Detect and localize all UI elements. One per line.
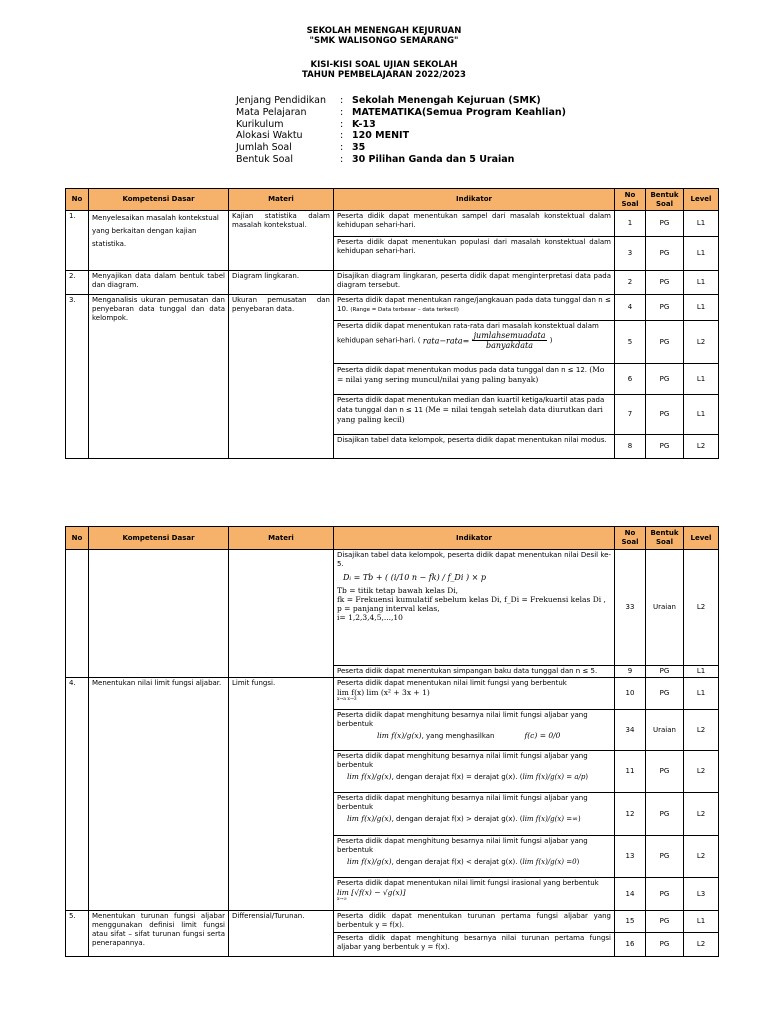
mean-formula [422, 331, 550, 350]
indikator-text [334, 364, 615, 395]
kd-text: Menentukan turunan fungsi aljabar menggunakan definisi limit fungsi atau sifat – sifat turunan fungsi serta penerapannya. [89, 911, 229, 957]
level: L2 [684, 321, 719, 364]
kd-no: 2. [66, 271, 89, 295]
kd-text-empty [89, 550, 229, 678]
col-no: No [66, 527, 89, 550]
meta-row [236, 154, 566, 166]
bentuk-soal: PG [646, 911, 684, 933]
meta-value: MATEMATIKA(Semua Program Keahlian) [352, 106, 566, 118]
meta-row [236, 95, 566, 107]
level: L1 [684, 295, 719, 321]
bentuk-soal: Uraian [646, 550, 684, 666]
table-row [66, 271, 719, 295]
bentuk-soal: PG [646, 678, 684, 710]
bentuk-soal: PG [646, 836, 684, 878]
formula-lhs: rata−rata= [422, 336, 470, 345]
bentuk-soal: PG [646, 666, 684, 678]
indikator-mid: , dengan derajat f(x) < derajat g(x). ( [391, 858, 523, 866]
kisi-table-2 [65, 526, 719, 957]
meta-colon: : [340, 142, 344, 154]
kd-no-empty [66, 550, 89, 678]
bentuk-soal: PG [646, 211, 684, 237]
indikator-main: Peserta didik dapat menentukan range/jangkauan pada data tunggal dan n ≤ 10. [337, 296, 611, 313]
indikator-main: Peserta didik dapat menentukan rata-rata dari masalah konstektual dalam kehidupan sehari-hari. ( [337, 322, 599, 345]
level: L1 [684, 395, 719, 435]
indikator-main: Peserta didik dapat menentukan modus pada data tunggal dan n ≤ 12. [337, 366, 588, 374]
meta-key: Kurikulum [236, 118, 284, 130]
indikator-text [334, 710, 615, 751]
indikator-text: Peserta didik dapat menentukan turunan pertama fungsi aljabar yang berbentuk y = f(x). [334, 911, 615, 933]
bentuk-soal: PG [646, 395, 684, 435]
bentuk-soal: Uraian [646, 710, 684, 751]
no-soal: 7 [615, 395, 646, 435]
indikator-note: (Mo = nilai yang sering muncul/nilai yang paling banyak) [337, 365, 605, 384]
col-level: Level [684, 527, 719, 550]
school-name [0, 26, 768, 46]
indikator-main: Peserta didik dapat menghitung besarnya nilai limit fungsi aljabar yang berbentuk [337, 837, 588, 854]
meta-colon: : [340, 118, 344, 130]
meta-colon: : [340, 95, 344, 106]
level: L1 [684, 678, 719, 710]
col-bentuk: Bentuk Soal [646, 189, 684, 211]
title-line-2: TAHUN PEMBELAJARAN 2022/2023 [302, 70, 466, 80]
result-formula: lim f(x)/g(x) = a/p [522, 773, 586, 781]
materi-text: Differensial/Turunan. [229, 911, 334, 957]
meta-info [236, 95, 566, 166]
meta-key: Bentuk Soal [236, 153, 293, 165]
limit-subscript: x→a x→3 [337, 697, 357, 702]
limit-formula: lim f(x)/g(x) [347, 814, 392, 823]
indikator-text [334, 678, 615, 710]
level: L2 [684, 751, 719, 793]
level: L1 [684, 666, 719, 678]
indikator-main: Peserta didik dapat menentukan nilai limit fungsi irasional yang berbentuk [337, 879, 599, 887]
meta-value: 35 [352, 142, 366, 154]
col-indikator: Indikator [334, 189, 615, 211]
table-row [66, 295, 719, 321]
level: L2 [684, 550, 719, 666]
kd-text: Menganalisis ukuran pemusatan dan penyebaran data tunggal dan data kelompok. [89, 295, 229, 459]
kd-text: Menyajikan data dalam bentuk tabel dan diagram. [89, 271, 229, 295]
indikator-text: Disajikan diagram lingkaran, peserta didik dapat menginterpretasi data pada diagram tersebut. [334, 271, 615, 295]
school-line-1: SEKOLAH MENENGAH KEJURUAN [306, 26, 462, 36]
col-bentuk: Bentuk Soal [646, 527, 684, 550]
level: L2 [684, 793, 719, 836]
no-soal: 5 [615, 321, 646, 364]
col-indikator: Indikator [334, 527, 615, 550]
school-line-2: "SMK WALISONGO SEMARANG" [309, 36, 459, 46]
meta-key: Jumlah Soal [236, 142, 292, 154]
limit-formula: lim f(x)/g(x) [377, 731, 422, 740]
table-row [66, 211, 719, 237]
no-soal: 16 [615, 933, 646, 957]
indikator-text [334, 550, 615, 666]
kd-no: 3. [66, 295, 89, 459]
table-row [66, 678, 719, 710]
col-kd: Kompetensi Dasar [89, 189, 229, 211]
no-soal: 1 [615, 211, 646, 237]
indikator-text [334, 295, 615, 321]
level: L2 [684, 435, 719, 459]
formula-note-i: i= 1,2,3,4,5,...,10 [337, 613, 403, 622]
indikator-text: Peserta didik dapat menentukan sampel dari masalah konstektual dalam kehidupan sehari-hari. [334, 211, 615, 237]
kd-text: Menentukan nilai limit fungsi aljabar. [89, 678, 229, 911]
result-formula: lim f(x)/g(x) =0 [522, 858, 577, 866]
limit-formula: lim f(x)/g(x) [347, 857, 392, 866]
indikator-note: (Range = Data terbesar – data terkecil) [350, 307, 459, 313]
indikator-note: (Me = nilai tengah setelah data diurutkan dari yang paling kecil) [337, 405, 603, 424]
indikator-text [334, 321, 615, 364]
level: L1 [684, 237, 719, 271]
level: L2 [684, 933, 719, 957]
indikator-text: Disajikan tabel data kelompok, peserta didik dapat menentukan nilai modus. [334, 435, 615, 459]
kd-no: 1. [66, 211, 89, 271]
indikator-text [334, 836, 615, 878]
meta-colon: : [340, 106, 344, 118]
col-materi: Materi [229, 527, 334, 550]
materi-text: Ukuran pemusatan dan penyebaran data. [229, 295, 334, 459]
no-soal: 9 [615, 666, 646, 678]
indikator-text [334, 793, 615, 836]
indikator-text: Peserta didik dapat menentukan populasi dari masalah konstektual dalam kehidupan sehari-hari. [334, 237, 615, 271]
level: L1 [684, 211, 719, 237]
bentuk-soal: PG [646, 364, 684, 395]
indikator-text [334, 395, 615, 435]
materi-text: Limit fungsi. [229, 678, 334, 911]
meta-row [236, 142, 566, 154]
kd-no: 4. [66, 678, 89, 911]
meta-colon: : [340, 130, 344, 142]
meta-row [236, 107, 566, 119]
indikator-text: Peserta didik dapat menghitung besarnya nilai turunan pertama fungsi aljabar yang berbentuk y = f(x). [334, 933, 615, 957]
bentuk-soal: PG [646, 933, 684, 957]
formula-note-tb: Tb = titik tetap bawah kelas Di, [337, 586, 458, 595]
kisi-table-1 [65, 188, 719, 459]
no-soal: 4 [615, 295, 646, 321]
level: L2 [684, 836, 719, 878]
no-soal: 2 [615, 271, 646, 295]
level: L1 [684, 364, 719, 395]
desil-formula: Dᵢ = Tb + ( (i/10 n − fk) / f_Di ) × p [343, 573, 486, 582]
table-header-row [66, 189, 719, 211]
col-no-soal: No Soal [615, 189, 646, 211]
indikator-text [334, 878, 615, 911]
materi-text: Kajian statistika dalam masalah kontekstual. [229, 211, 334, 271]
indikator-mid: , dengan derajat f(x) > derajat g(x). ( [391, 815, 523, 823]
meta-value: K-13 [352, 118, 376, 130]
no-soal: 3 [615, 237, 646, 271]
title-line-1: KISI-KISI SOAL UJIAN SEKOLAH [310, 60, 458, 70]
indikator-close: ) [577, 815, 581, 823]
limit-formula: lim f(x)/g(x) [347, 772, 392, 781]
formula-note-p: p = panjang interval kelas, [337, 604, 440, 613]
kd-text: Menyelesaikan masalah kontekstual yang berkaitan dengan kajian statistika. [89, 211, 229, 271]
indikator-main: Disajikan tabel data kelompok, peserta didik dapat menentukan nilai Desil ke-5. [337, 551, 611, 568]
no-soal: 14 [615, 878, 646, 911]
bentuk-soal: PG [646, 751, 684, 793]
no-soal: 33 [615, 550, 646, 666]
no-soal: 8 [615, 435, 646, 459]
document-title [0, 60, 768, 80]
indikator-main: Peserta didik dapat menentukan median dan kuartil ketiga/kuartil atas pada data tunggal dan n ≤ 11 [337, 396, 605, 414]
no-soal: 15 [615, 911, 646, 933]
meta-key: Mata Pelajaran [236, 106, 307, 118]
indikator-close: ) [576, 858, 580, 866]
no-soal: 34 [615, 710, 646, 751]
indikator-main: Peserta didik dapat menghitung besarnya nilai limit fungsi aljabar yang berbentuk [337, 711, 588, 728]
meta-value: Sekolah Menengah Kejuruan (SMK) [352, 95, 541, 106]
bentuk-soal: PG [646, 237, 684, 271]
materi-text: Diagram lingkaran. [229, 271, 334, 295]
indikator-mid: , dengan derajat f(x) = derajat g(x). ( [391, 773, 523, 781]
kd-no: 5. [66, 911, 89, 957]
meta-colon: : [340, 153, 344, 165]
indikator-text: Peserta didik dapat menentukan simpangan baku data tunggal dan n ≤ 5. [334, 666, 615, 678]
indikator-mid: , yang menghasilkan [421, 732, 495, 740]
indikator-close: ) [585, 773, 589, 781]
col-no-soal: No Soal [615, 527, 646, 550]
bentuk-soal: PG [646, 435, 684, 459]
limit-formula: lim [√f(x) − √g(x)] [337, 888, 406, 897]
level: L3 [684, 878, 719, 911]
col-level: Level [684, 189, 719, 211]
table-header-row [66, 527, 719, 550]
fraction-numerator: jumlahsemuadata [473, 331, 546, 340]
meta-row [236, 119, 566, 131]
indikator-text [334, 751, 615, 793]
col-materi: Materi [229, 189, 334, 211]
result-formula: lim f(x)/g(x) =∞ [522, 815, 578, 823]
no-soal: 6 [615, 364, 646, 395]
bentuk-soal: PG [646, 321, 684, 364]
meta-key: Jenjang Pendidikan [236, 95, 326, 106]
no-soal: 10 [615, 678, 646, 710]
meta-value: 30 Pilihan Ganda dan 5 Uraian [352, 153, 515, 165]
result-formula: f(c) = 0/0 [524, 731, 561, 740]
level: L1 [684, 911, 719, 933]
indikator-main: Peserta didik dapat menentukan nilai limit fungsi yang berbentuk [337, 679, 567, 687]
bentuk-soal: PG [646, 878, 684, 911]
bentuk-soal: PG [646, 793, 684, 836]
table-row [66, 550, 719, 666]
meta-value: 120 MENIT [352, 130, 410, 142]
mean-fraction [472, 331, 548, 350]
bentuk-soal: PG [646, 295, 684, 321]
meta-row [236, 130, 566, 142]
indikator-main: Peserta didik dapat menghitung besarnya nilai limit fungsi aljabar yang berbentuk [337, 794, 588, 811]
fraction-denominator: banyakdata [485, 341, 534, 350]
formula-note-fk: fk = Frekuensi kumulatif sebelum kelas Di, f_Di = Frekuensi kelas Di , [337, 595, 606, 604]
col-no: No [66, 189, 89, 211]
limit-formula: lim f(x) lim (x² + 3x + 1) [337, 688, 430, 697]
level: L2 [684, 710, 719, 751]
indikator-close: ) [549, 336, 553, 345]
level: L1 [684, 271, 719, 295]
no-soal: 13 [615, 836, 646, 878]
no-soal: 12 [615, 793, 646, 836]
limit-subscript: x→∞ [337, 897, 348, 902]
materi-text-empty [229, 550, 334, 678]
no-soal: 11 [615, 751, 646, 793]
meta-key: Alokasi Waktu [236, 130, 303, 142]
table-row [66, 911, 719, 933]
indikator-main: Peserta didik dapat menghitung besarnya nilai limit fungsi aljabar yang berbentuk [337, 752, 588, 769]
col-kd: Kompetensi Dasar [89, 527, 229, 550]
bentuk-soal: PG [646, 271, 684, 295]
